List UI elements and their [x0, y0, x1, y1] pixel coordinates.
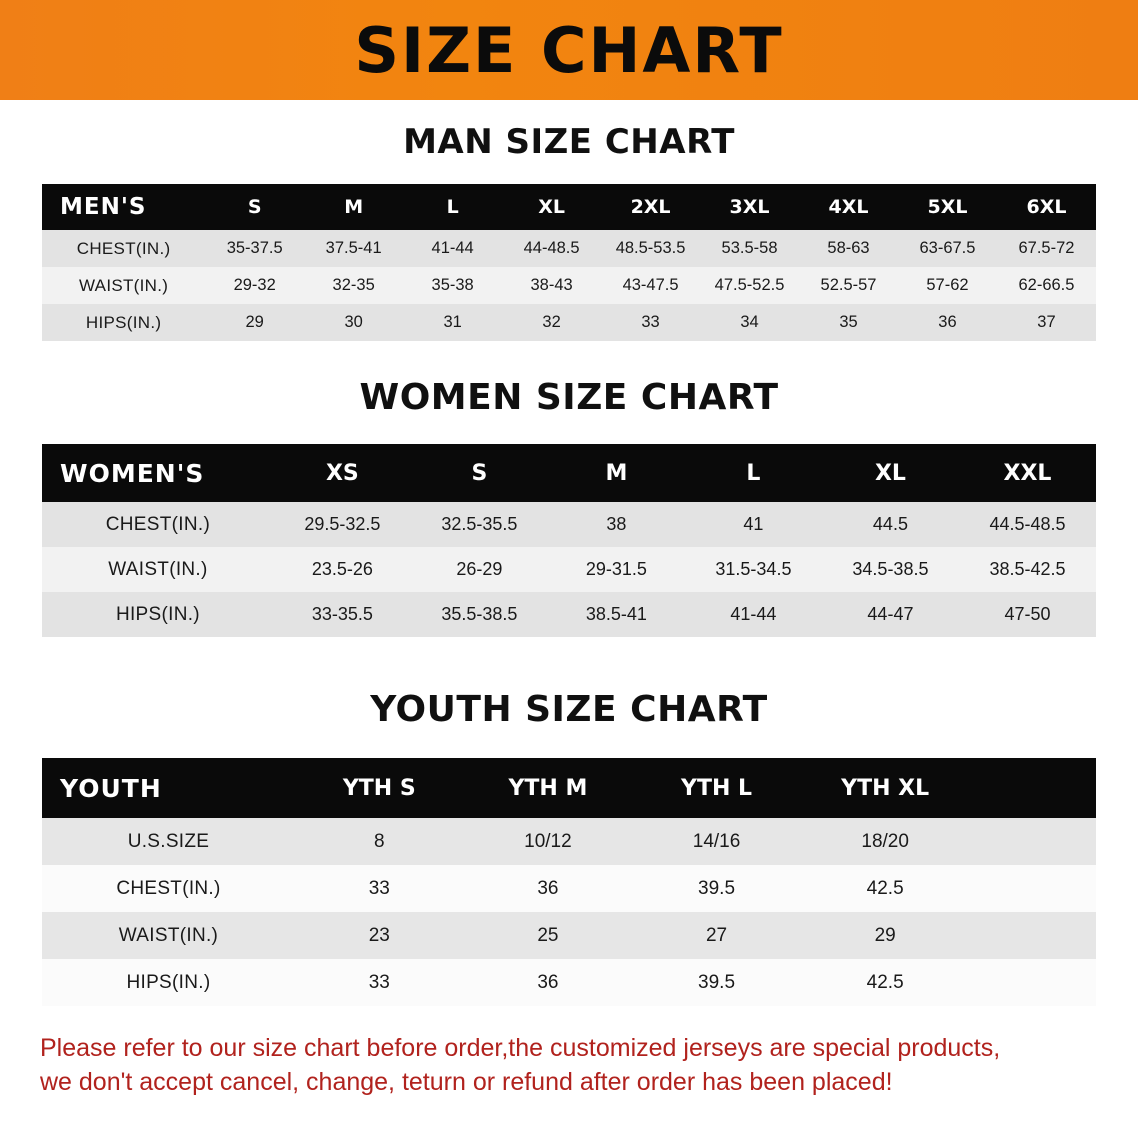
table-row [42, 547, 1096, 592]
man-row-1-cell-4: 43-47.5 [601, 267, 700, 304]
disclaimer-note [0, 1032, 1138, 1100]
women-row-0-cell-4: 44.5 [822, 502, 959, 547]
disclaimer-line-2: we don't accept cancel, change, teturn or refund after order has been placed! [40, 1067, 893, 1096]
women-row-1-cell-4: 34.5-38.5 [822, 547, 959, 592]
women-table-wrap [0, 444, 1138, 637]
man-row-0-cell-1: 37.5-41 [304, 230, 403, 267]
man-row-0-cell-3: 44-48.5 [502, 230, 601, 267]
man-row-1-cell-6: 52.5-57 [799, 267, 898, 304]
man-row-2-cell-5: 34 [700, 304, 799, 341]
youth-row-2-label: WAIST(IN.) [42, 912, 295, 959]
man-row-0-cell-0: 35-37.5 [205, 230, 304, 267]
man-row-2-label: HIPS(IN.) [42, 304, 205, 341]
man-row-0-cell-5: 53.5-58 [700, 230, 799, 267]
women-row-1-cell-0: 23.5-26 [274, 547, 411, 592]
youth-section-heading: YOUTH SIZE CHART [370, 689, 768, 730]
youth-header-cell-4: YTH XL [801, 758, 970, 818]
women-row-2-cell-2: 38.5-41 [548, 592, 685, 637]
man-row-2-cell-3: 32 [502, 304, 601, 341]
man-row-2-cell-7: 36 [898, 304, 997, 341]
youth-row-2-cell-spacer [969, 912, 1096, 959]
man-row-2-cell-0: 29 [205, 304, 304, 341]
women-header-cell-2: S [411, 444, 548, 502]
youth-row-0-cell-1: 10/12 [464, 818, 633, 865]
women-row-2-cell-4: 44-47 [822, 592, 959, 637]
youth-row-2-cell-3: 29 [801, 912, 970, 959]
youth-size-table [42, 758, 1096, 1006]
man-row-0-cell-6: 58-63 [799, 230, 898, 267]
man-header-cell-5: 2XL [601, 184, 700, 230]
youth-row-0-label: U.S.SIZE [42, 818, 295, 865]
youth-row-1-cell-3: 42.5 [801, 865, 970, 912]
youth-row-1-cell-spacer [969, 865, 1096, 912]
women-row-1-cell-1: 26-29 [411, 547, 548, 592]
women-section-heading: WOMEN SIZE CHART [359, 377, 779, 418]
man-row-0-cell-4: 48.5-53.5 [601, 230, 700, 267]
youth-header-cell-0: YOUTH [42, 758, 295, 818]
man-row-2-cell-2: 31 [403, 304, 502, 341]
man-header-cell-1: S [205, 184, 304, 230]
youth-header-cell-spacer [969, 758, 1096, 818]
women-header-cell-1: XS [274, 444, 411, 502]
man-section-heading: MAN SIZE CHART [403, 122, 735, 162]
youth-row-0-cell-2: 14/16 [632, 818, 801, 865]
table-row [42, 230, 1096, 267]
table-row [42, 592, 1096, 637]
man-row-1-cell-1: 32-35 [304, 267, 403, 304]
man-row-2-cell-6: 35 [799, 304, 898, 341]
youth-row-1-cell-0: 33 [295, 865, 464, 912]
man-row-1-cell-5: 47.5-52.5 [700, 267, 799, 304]
man-row-1-cell-2: 35-38 [403, 267, 502, 304]
youth-row-2-cell-0: 23 [295, 912, 464, 959]
youth-row-3-label: HIPS(IN.) [42, 959, 295, 1006]
women-row-2-cell-5: 47-50 [959, 592, 1096, 637]
man-row-0-cell-2: 41-44 [403, 230, 502, 267]
banner-title: SIZE CHART [354, 14, 784, 87]
man-row-0-cell-7: 63-67.5 [898, 230, 997, 267]
youth-row-0-cell-0: 8 [295, 818, 464, 865]
banner [0, 0, 1138, 100]
women-row-1-cell-3: 31.5-34.5 [685, 547, 822, 592]
women-header-cell-0: WOMEN'S [42, 444, 274, 502]
disclaimer-line-1: Please refer to our size chart before order,the customized jerseys are special products, [40, 1034, 1001, 1062]
youth-header-cell-2: YTH M [464, 758, 633, 818]
table-row [42, 959, 1096, 1006]
women-row-0-cell-0: 29.5-32.5 [274, 502, 411, 547]
youth-header-cell-3: YTH L [632, 758, 801, 818]
women-row-0-cell-5: 44.5-48.5 [959, 502, 1096, 547]
youth-table-wrap [0, 758, 1138, 1006]
women-table-header-row [42, 444, 1096, 502]
table-row [42, 502, 1096, 547]
table-row [42, 304, 1096, 341]
women-row-0-cell-3: 41 [685, 502, 822, 547]
women-size-table [42, 444, 1096, 637]
man-row-1-cell-0: 29-32 [205, 267, 304, 304]
youth-table-header-row [42, 758, 1096, 818]
women-row-1-cell-2: 29-31.5 [548, 547, 685, 592]
women-header-cell-6: XXL [959, 444, 1096, 502]
man-row-1-cell-7: 57-62 [898, 267, 997, 304]
youth-row-2-cell-1: 25 [464, 912, 633, 959]
man-row-1-cell-3: 38-43 [502, 267, 601, 304]
women-row-1-label: WAIST(IN.) [42, 547, 274, 592]
women-row-2-cell-1: 35.5-38.5 [411, 592, 548, 637]
women-row-2-label: HIPS(IN.) [42, 592, 274, 637]
youth-row-1-cell-1: 36 [464, 865, 633, 912]
man-header-cell-2: M [304, 184, 403, 230]
table-row [42, 865, 1096, 912]
youth-row-3-cell-spacer [969, 959, 1096, 1006]
man-row-1-cell-8: 62-66.5 [997, 267, 1096, 304]
youth-row-1-cell-2: 39.5 [632, 865, 801, 912]
table-row [42, 818, 1096, 865]
women-row-2-cell-3: 41-44 [685, 592, 822, 637]
man-size-table [42, 184, 1096, 341]
women-row-0-cell-1: 32.5-35.5 [411, 502, 548, 547]
youth-row-3-cell-2: 39.5 [632, 959, 801, 1006]
women-header-cell-4: L [685, 444, 822, 502]
women-header-cell-5: XL [822, 444, 959, 502]
man-header-cell-3: L [403, 184, 502, 230]
youth-row-3-cell-3: 42.5 [801, 959, 970, 1006]
man-row-0-cell-8: 67.5-72 [997, 230, 1096, 267]
man-row-2-cell-8: 37 [997, 304, 1096, 341]
women-row-2-cell-0: 33-35.5 [274, 592, 411, 637]
table-row [42, 267, 1096, 304]
man-row-2-cell-4: 33 [601, 304, 700, 341]
women-row-0-label: CHEST(IN.) [42, 502, 274, 547]
women-row-1-cell-5: 38.5-42.5 [959, 547, 1096, 592]
man-row-2-cell-1: 30 [304, 304, 403, 341]
man-table-wrap [0, 184, 1138, 341]
man-table-header-row [42, 184, 1096, 230]
youth-row-3-cell-1: 36 [464, 959, 633, 1006]
man-header-cell-9: 6XL [997, 184, 1096, 230]
youth-header-cell-1: YTH S [295, 758, 464, 818]
women-header-cell-3: M [548, 444, 685, 502]
man-row-0-label: CHEST(IN.) [42, 230, 205, 267]
man-header-cell-6: 3XL [700, 184, 799, 230]
table-row [42, 912, 1096, 959]
youth-row-0-cell-spacer [969, 818, 1096, 865]
women-row-0-cell-2: 38 [548, 502, 685, 547]
man-row-1-label: WAIST(IN.) [42, 267, 205, 304]
youth-row-1-label: CHEST(IN.) [42, 865, 295, 912]
man-header-cell-8: 5XL [898, 184, 997, 230]
youth-row-2-cell-2: 27 [632, 912, 801, 959]
youth-row-0-cell-3: 18/20 [801, 818, 970, 865]
man-header-cell-4: XL [502, 184, 601, 230]
youth-row-3-cell-0: 33 [295, 959, 464, 1006]
man-header-cell-0: MEN'S [42, 184, 205, 230]
man-header-cell-7: 4XL [799, 184, 898, 230]
